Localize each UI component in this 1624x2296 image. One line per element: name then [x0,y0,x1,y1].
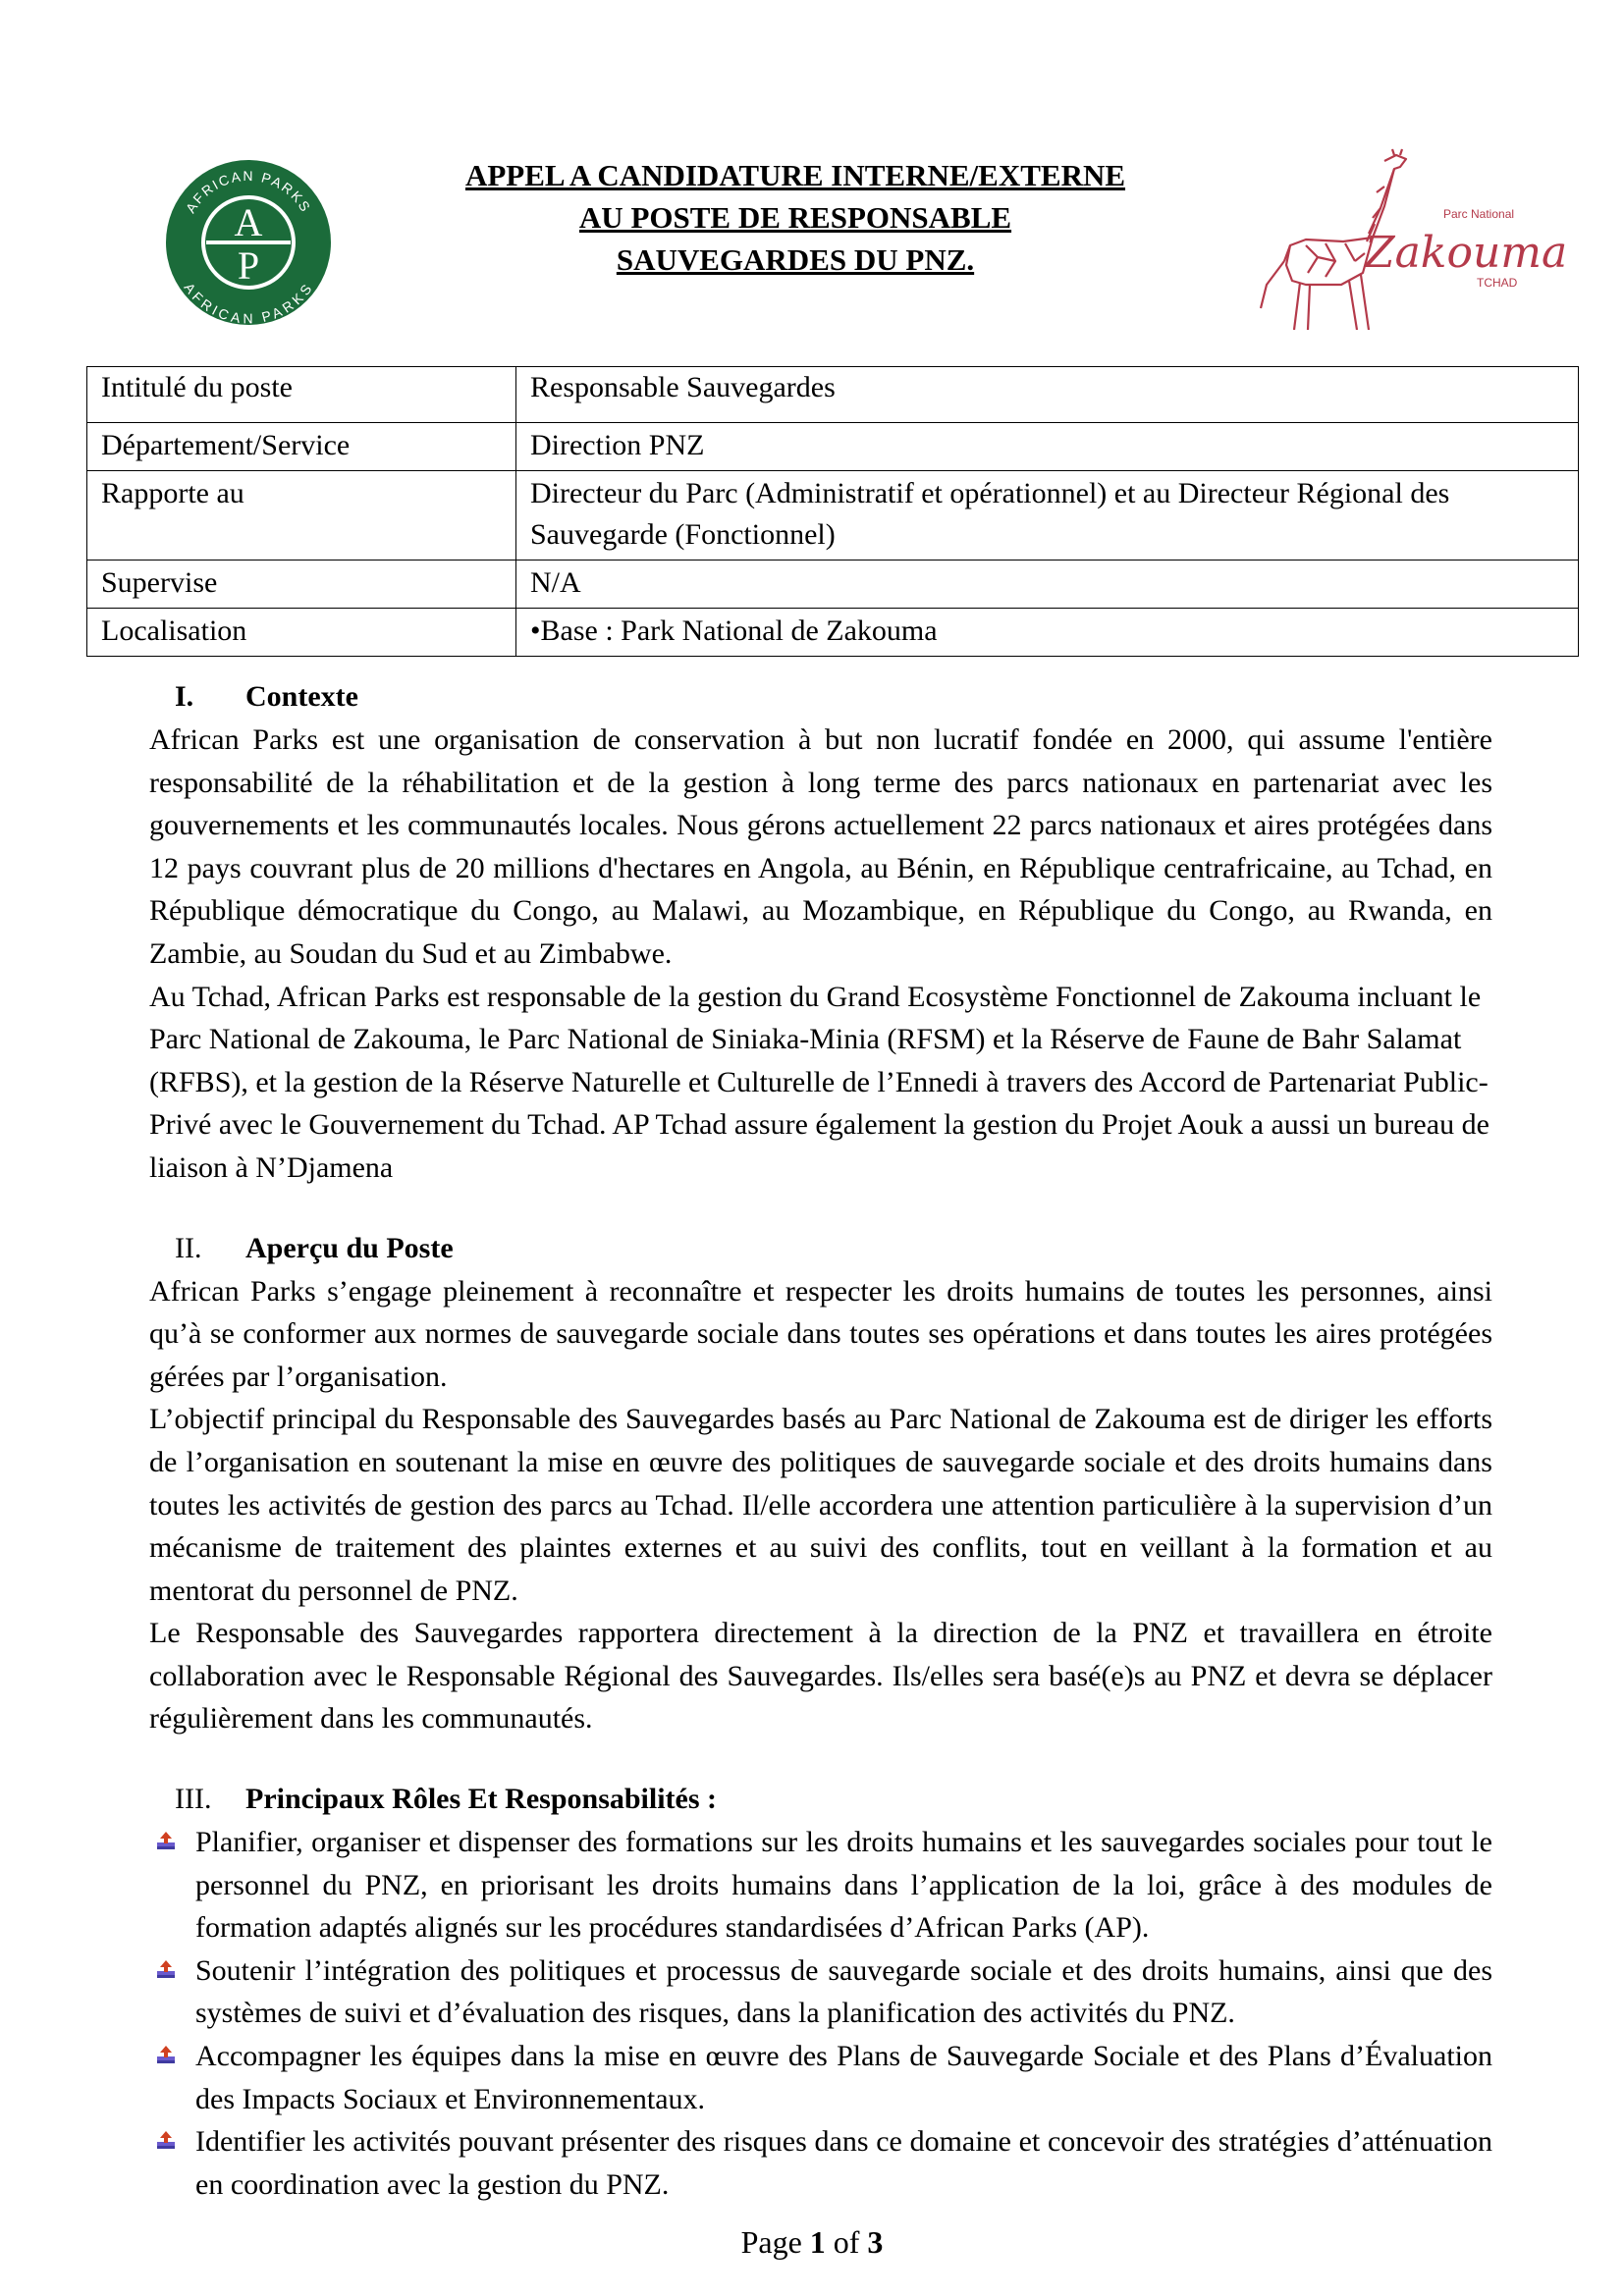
paragraph: African Parks s’engage pleinement à reconnaître et respecter les droits humains de toutes les personnes, ainsi qu’à se conformer aux normes de sauvegarde sociale dans toutes ses opérations et dans toutes les aires protégées gérées par l’organisation. [149,1274,1492,1393]
list-item-text: Soutenir l’intégration des politiques et processus de sauvegarde sociale et des droits humains, ainsi que des systèmes de suivi et d’évaluation des risques, dans la planification des activités du PNZ. [195,1953,1492,2030]
table-row [87,367,1579,423]
section-number: I. [175,680,194,713]
section-title: Aperçu du Poste [245,1231,454,1264]
list-item-text: Identifier les activités pouvant présenter des risques dans ce domaine et concevoir des stratégies d’atténuation en coordination avec la gestion du PNZ. [195,2125,1492,2201]
footer-of-word: of [833,2224,860,2260]
title-line-1: APPEL A CANDIDATURE INTERNE/EXTERNE [464,158,1126,192]
table-label: Département/Service [87,423,516,471]
zakouma-logo [1247,147,1568,334]
zakouma-logo-country: TCHAD [1477,276,1518,290]
zakouma-logo-small-text: Parc National [1443,207,1515,221]
table-value: N/A [516,561,1579,609]
african-parks-logo [165,149,332,336]
page-footer [0,2224,1624,2261]
job-info-table [86,366,1579,657]
paragraph: L’objectif principal du Responsable des Sauvegardes basés au Parc National de Zakouma est de diriger les efforts de l’organisation en soutenant la mise en œuvre des politiques de sauvegarde sociale et des droits humains dans toutes les activités de gestion des parcs au Tchad. Il/elle accordera une attention particulière à la supervision d’un mécanisme de traitement des plaintes externes et au suivi des conflits, tout en veillant à la formation et au mentorat du personnel de PNZ. [149,1403,1492,1607]
document-body [149,675,1492,2206]
table-value: Responsable Sauvegardes [516,367,1579,423]
table-value: Directeur du Parc (Administratif et opérationnel) et au Directeur Régional des Sauvegarde (Fonctionnel) [516,471,1579,561]
table-label: Intitulé du poste [87,367,516,423]
paragraph: Le Responsable des Sauvegardes rapportera directement à la direction de la PNZ et travaillera en étroite collaboration avec le Responsable Régional des Sauvegardes. Ils/elles sera basé(e)s au PNZ et devra se déplacer régulièrement dans les communautés. [149,1617,1492,1735]
paragraph: African Parks est une organisation de conservation à but non lucratif fondée en 2000, qui assume l'entière responsabilité de la réhabilitation et de la gestion à long terme des parcs nationaux en partenariat avec les gouvernements et les communautés locales. Nous gérons actuellement 22 parcs nationaux et aires protégées dans 12 pays couvrant plus de 20 millions d'hectares en Angola, au Bénin, en République centrafricaine, au Tchad, en République démocratique du Congo, au Malawi, au Mozambique, en République du Congo, au Rwanda, en Zambie, au Soudan du Sud et au Zimbabwe. [149,723,1492,970]
zakouma-logo-name: Zakouma [1365,228,1568,278]
table-label: Supervise [87,561,516,609]
table-label: Localisation [87,609,516,657]
title-line-2: AU POSTE DE RESPONSABLE [578,200,1012,235]
arrow-bullet-icon [155,2045,177,2066]
list-item [149,2120,1492,2206]
table-value: •Base : Park National de Zakouma [516,609,1579,657]
arrow-bullet-icon [155,2130,177,2152]
footer-current-page: 1 [809,2224,826,2260]
list-item [149,1949,1492,2035]
paragraph: Au Tchad, African Parks est responsable de la gestion du Grand Ecosystème Fonctionnel de Zakouma incluant le Parc National de Zakouma, le Parc National de Siniaka-Minia (RFSM) et la Réserve de Faune de Bahr Salamat (RFBS), et la gestion de la Réserve Naturelle et Culturelle de l’Ennedi à travers des Accord de Partenariat Public-Privé avec le Gouvernement du Tchad. AP Tchad assure également la gestion du Projet Aouk a aussi un bureau de liaison à N’Djamena [149,980,1489,1184]
responsibilities-list [149,1821,1492,2206]
footer-page-word: Page [740,2224,802,2260]
section-heading-roles [149,1778,1492,1821]
list-item-text: Planifier, organiser et dispenser des formations sur les droits humains et les sauvegardes sociales pour tout le personnel du PNZ, en priorisant les droits humains dans l’application de la loi, grâce à des modules de formation adaptés alignés sur les procédures standardisées d’African Parks (AP). [195,1826,1492,1945]
section-number: II. [175,1231,202,1264]
section-heading-apercu [149,1227,1492,1270]
table-value: Direction PNZ [516,423,1579,471]
arrow-bullet-icon [155,1831,177,1852]
ap-logo-letter-p: P [237,243,260,288]
section-title: Contexte [245,680,358,713]
list-item [149,1821,1492,1949]
table-row [87,471,1579,561]
table-row [87,609,1579,657]
list-item [149,2035,1492,2120]
document-title [373,154,1218,281]
ap-logo-bottom-text: AFRICAN PARKS [181,280,316,327]
table-row [87,423,1579,471]
section-title: Principaux Rôles Et Responsabilités : [245,1783,718,1816]
ap-logo-top-text: AFRICAN PARKS [182,167,315,216]
arrow-bullet-icon [155,1959,177,1981]
table-label: Rapporte au [87,471,516,561]
table-row [87,561,1579,609]
title-line-3: SAUVEGARDES DU PNZ. [616,242,975,277]
footer-total-pages: 3 [867,2224,884,2260]
section-heading-contexte [149,675,1492,719]
ap-logo-letter-a: A [234,200,263,244]
list-item-text: Accompagner les équipes dans la mise en œuvre des Plans de Sauvegarde Sociale et des Plans d’Évaluation des Impacts Sociaux et Environnementaux. [195,2040,1492,2115]
section-number: III. [175,1783,212,1816]
